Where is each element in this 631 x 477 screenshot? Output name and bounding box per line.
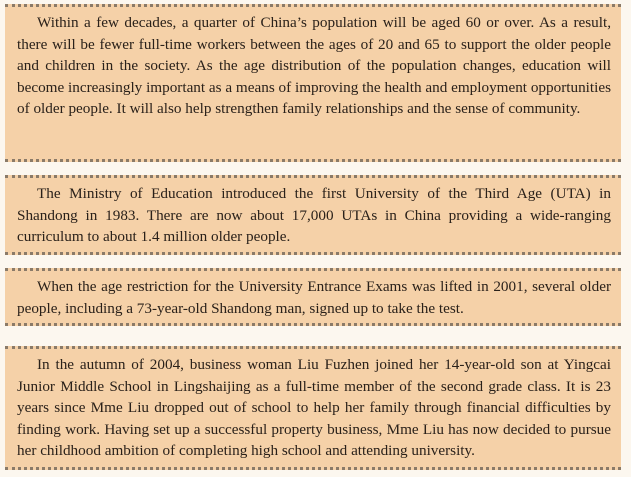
text-panel-liu-fuzhen: [5, 346, 621, 470]
paragraph-liu-fuzhen: In the autumn of 2004, business woman Liu Fuzhen joined her 14-year-old son at Yingcai Junior Middle School in Lingshaijing as a full-time member of the second grade class. It is 23 years since Mme Liu dropped out of school to help her family through financial difficulties by finding work. Having set up a successful property business, Mme Liu has now decided to pursue her childhood ambition of completing high school and attending university.: [17, 356, 611, 459]
text-panel-university-third-age: [5, 175, 621, 255]
text-panel-aging-population: [5, 4, 621, 162]
paragraph-entrance-exams: When the age restriction for the University Entrance Exams was lifted in 2001, several older people, including a 73-year-old Shandong man, signed up to take the test.: [17, 278, 611, 317]
paragraph-university-third-age: The Ministry of Education introduced the first University of the Third Age (UTA) in Shandong in 1983. There are now about 17,000 UTAs in China providing a wide-ranging curriculum to about 1.4 million older people.: [17, 185, 611, 245]
text-panel-entrance-exams: [5, 268, 621, 326]
paragraph-aging-population: Within a few decades, a quarter of China’s population will be aged 60 or over. As a result, there will be fewer full-time workers between the ages of 20 and 65 to support the older people and children in the society. As the age distribution of the population changes, education will become increasingly important as a means of improving the health and employment opportunities of older people. It will also help strengthen family relationships and the sense of community.: [17, 14, 611, 117]
